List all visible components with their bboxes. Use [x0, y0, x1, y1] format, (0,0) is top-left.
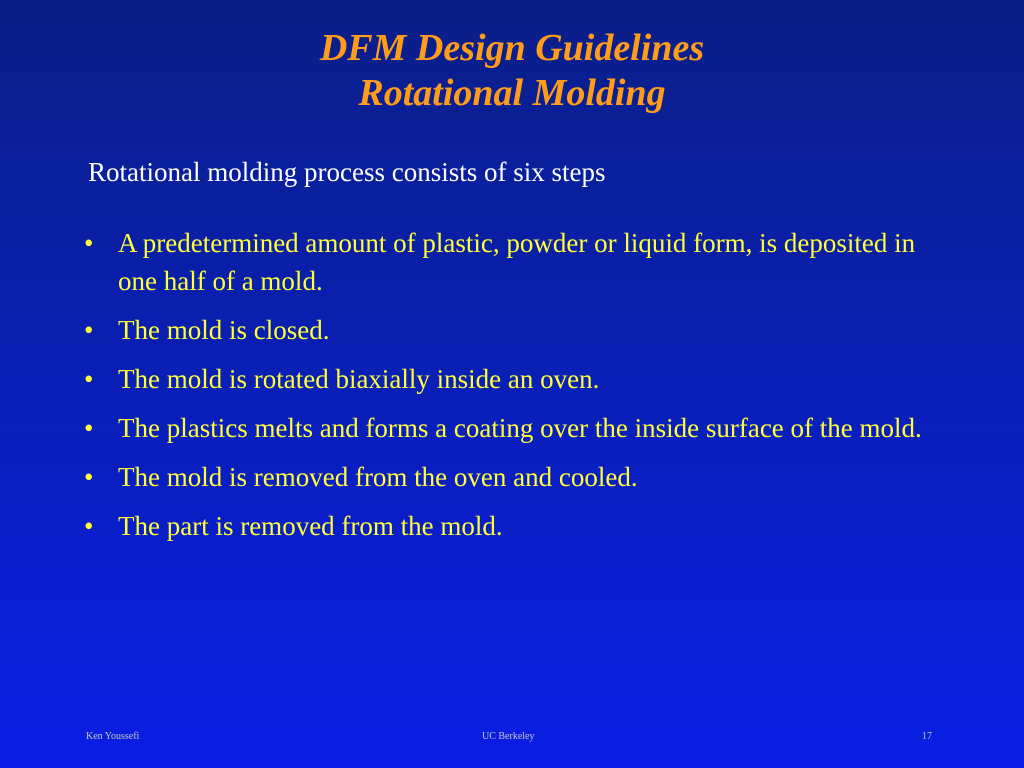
footer-page-number: 17: [922, 731, 932, 742]
bullet-icon: •: [84, 511, 94, 541]
bullet-item: [84, 507, 944, 545]
slide-title-line-2: Rotational Molding: [358, 72, 666, 114]
bullet-icon: •: [84, 364, 94, 394]
bullet-item: [84, 224, 944, 300]
bullet-item: [84, 360, 944, 398]
bullet-list: [84, 224, 944, 556]
bullet-text: The part is removed from the mold.: [118, 511, 503, 541]
bullet-icon: •: [84, 315, 94, 345]
bullet-icon: •: [84, 228, 94, 258]
bullet-item: [84, 458, 944, 496]
bullet-text: The mold is rotated biaxially inside an oven.: [118, 364, 600, 394]
bullet-icon: •: [84, 413, 94, 443]
bullet-icon: •: [84, 462, 94, 492]
bullet-text: The mold is removed from the oven and cooled.: [118, 462, 638, 492]
bullet-text: The mold is closed.: [118, 315, 330, 345]
bullet-item: [84, 409, 944, 447]
bullet-text: The plastics melts and forms a coating over the inside surface of the mold.: [118, 413, 922, 443]
slide-title-line-1: DFM Design Guidelines: [319, 27, 705, 69]
footer-author: Ken Youssefi: [86, 731, 140, 742]
slide-title: [0, 26, 1024, 116]
footer-institution: UC Berkeley: [482, 731, 535, 742]
bullet-item: [84, 311, 944, 349]
bullet-text: A predetermined amount of plastic, powder or liquid form, is deposited in one half of a mold.: [118, 228, 916, 296]
slide-subtitle: Rotational molding process consists of six steps: [88, 157, 606, 187]
